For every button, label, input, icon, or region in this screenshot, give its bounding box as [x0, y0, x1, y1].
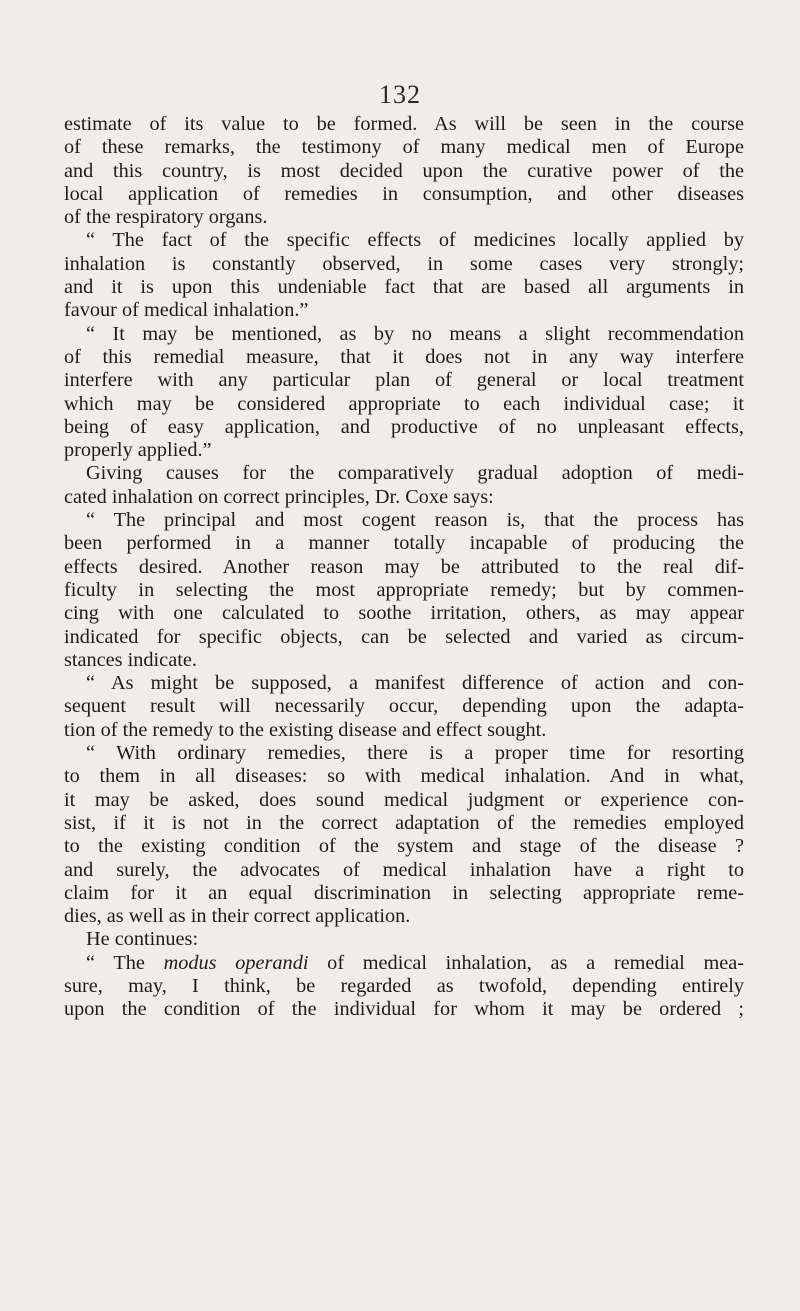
text-line: stances indicate.	[64, 648, 197, 671]
text-line: upon the condition of the individual for whom it may be ordered ;	[64, 998, 744, 1021]
text-line: interfere with any particular plan of general or local treatment	[64, 369, 744, 392]
text-line: being of easy application, and productive of no unpleasant effects,	[64, 415, 744, 438]
text-line	[64, 952, 744, 975]
text-line: claim for it an equal discrimination in selecting appropriate reme-	[64, 881, 744, 904]
text-line: of these remarks, the testimony of many medical men of Europe	[64, 136, 744, 159]
text-line: sequent result will necessarily occur, depending upon the adapta-	[64, 695, 744, 718]
text-line: “ It may be mentioned, as by no means a slight recommendation	[86, 322, 744, 345]
text-line: cated inhalation on correct principles, Dr. Coxe says:	[64, 485, 494, 508]
text-line: properly applied.”	[64, 439, 212, 462]
text-line: and surely, the advocates of medical inhalation have a right to	[64, 858, 744, 881]
text-line: it may be asked, does sound medical judgment or experience con-	[64, 788, 744, 811]
text-segment: “ The	[86, 951, 164, 974]
text-line: “ The principal and most cogent reason is, that the process has	[86, 509, 744, 532]
text-line: “ As might be supposed, a manifest difference of action and con-	[86, 672, 744, 695]
text-line: and it is upon this undeniable fact that are based all arguments in	[64, 276, 744, 299]
text-line: indicated for specific objects, can be selected and varied as circum-	[64, 625, 744, 648]
text-line: and this country, is most decided upon the curative power of the	[64, 159, 744, 182]
text-line: of this remedial measure, that it does not in any way interfere	[64, 345, 744, 368]
text-line: cing with one calculated to soothe irritation, others, as may appear	[64, 602, 744, 625]
text-line: Giving causes for the comparatively gradual adoption of medi-	[86, 462, 744, 485]
text-line: inhalation is constantly observed, in some cases very strongly;	[64, 252, 744, 275]
text-line: sist, if it is not in the correct adaptation of the remedies employed	[64, 811, 744, 834]
text-line: local application of remedies in consumption, and other diseases	[64, 182, 744, 205]
text-line: which may be considered appropriate to each individual case; it	[64, 392, 744, 415]
text-line: dies, as well as in their correct application.	[64, 905, 411, 928]
text-line: estimate of its value to be formed. As will be seen in the course	[64, 113, 744, 135]
text-line: “ The fact of the specific effects of medicines locally applied by	[86, 229, 744, 252]
text-segment: of medical inhalation, as a remedial mea-	[308, 951, 745, 974]
text-line: been performed in a manner totally incapable of producing the	[64, 532, 744, 555]
text-line: ficulty in selecting the most appropriate remedy; but by commen-	[64, 578, 744, 601]
italic-segment: modus operandi	[163, 951, 309, 974]
text-line: favour of medical inhalation.”	[64, 299, 309, 322]
text-line: of the respiratory organs.	[64, 206, 268, 229]
text-line: He continues:	[86, 928, 199, 951]
text-line: to the existing condition of the system and stage of the disease ?	[64, 835, 744, 858]
text-line: “ With ordinary remedies, there is a proper time for resorting	[86, 742, 744, 765]
text-line: effects desired. Another reason may be attributed to the real dif-	[64, 555, 744, 578]
body-text	[64, 113, 744, 1022]
page-number: 132	[379, 80, 421, 109]
text-line: to them in all diseases: so with medical inhalation. And in what,	[64, 765, 744, 788]
text-line: tion of the remedy to the existing disease and effect sought.	[64, 718, 547, 741]
text-line: sure, may, I think, be regarded as twofold, depending entirely	[64, 974, 744, 997]
